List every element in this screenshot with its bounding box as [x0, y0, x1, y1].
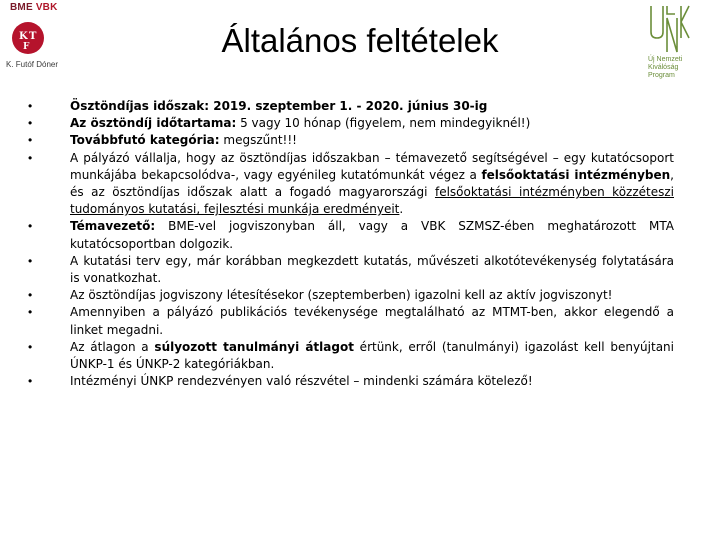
bullet-icon: •: [28, 116, 33, 131]
list-item: • Továbbfutó kategória: megszűnt!!!: [22, 132, 674, 149]
list-item: • Amennyiben a pályázó publikációs tevékenysége megtalálható az MTMT-ben, akkor elegendő a linket megadni.: [28, 305, 674, 337]
list-item: • A pályázó vállalja, hogy az ösztöndíjas időszakban – témavezető segítségével – egy kutatócsoport munkájába bekapcsolódva-, vagy egyénileg kutatómunkát végez a felsőoktatási intézményben, és az ösztöndíjas időszak alatt a fogadó magyarországi felsőoktatási intézményben közzéteszi tudományos kutatási, fejlesztési munkája eredményeit.: [28, 150, 674, 217]
bullet-list: [22, 98, 674, 390]
list-item: • Az ösztöndíj időtartama: 5 vagy 10 hónap (figyelem, nem mindegyiknél!): [22, 115, 674, 132]
list-item: • Ösztöndíjas időszak: 2019. szeptember 1. - 2020. június 30-ig: [22, 98, 674, 115]
svg-text:T: T: [29, 31, 37, 42]
bullet-icon: •: [28, 288, 33, 303]
bullet-icon: •: [28, 99, 33, 113]
page-title: Általános feltételek: [221, 22, 499, 59]
unkp-caption: Új Nemzeti Kiválóság Program: [648, 56, 683, 79]
bullet-icon: •: [28, 219, 33, 234]
bullet-icon: •: [28, 150, 33, 165]
svg-text:K: K: [19, 31, 28, 42]
list-item: • Az ösztöndíjas jogviszony létesítésekor (szeptemberben) igazolni kell az aktív jogviszonyt!: [22, 287, 674, 304]
bullet-icon: •: [28, 133, 33, 148]
bme-vbk-logo-text: BME VBK: [10, 2, 58, 13]
bullet-icon: •: [28, 305, 33, 320]
bullet-icon: •: [28, 339, 33, 354]
list-item: • Az átlagon a súlyozott tanulmányi átlagot értünk, erről (tanulmányi) igazolást kell benyújtani ÚNKP-1 és ÚNKP-2 kategóriákban.: [28, 339, 674, 372]
logo-subtitle: K. Futóf Dóner: [6, 60, 59, 69]
list-item: • Témavezető: BME-vel jogviszonyban áll, vagy a VBK SZMSZ-ében meghatározott MTA kutatócsoportban dolgozik.: [28, 219, 674, 251]
bullet-icon: •: [28, 374, 33, 389]
list-item: • A kutatási terv egy, már korábban megkezdett kutatás, művészeti alkotótevékenység folytatására is vonatkozhat.: [28, 253, 674, 286]
bullet-icon: •: [28, 253, 33, 268]
svg-text:F: F: [23, 42, 30, 52]
list-item: • Intézményi ÚNKP rendezvényen való részvétel – mindenki számára kötelező!: [22, 373, 674, 390]
